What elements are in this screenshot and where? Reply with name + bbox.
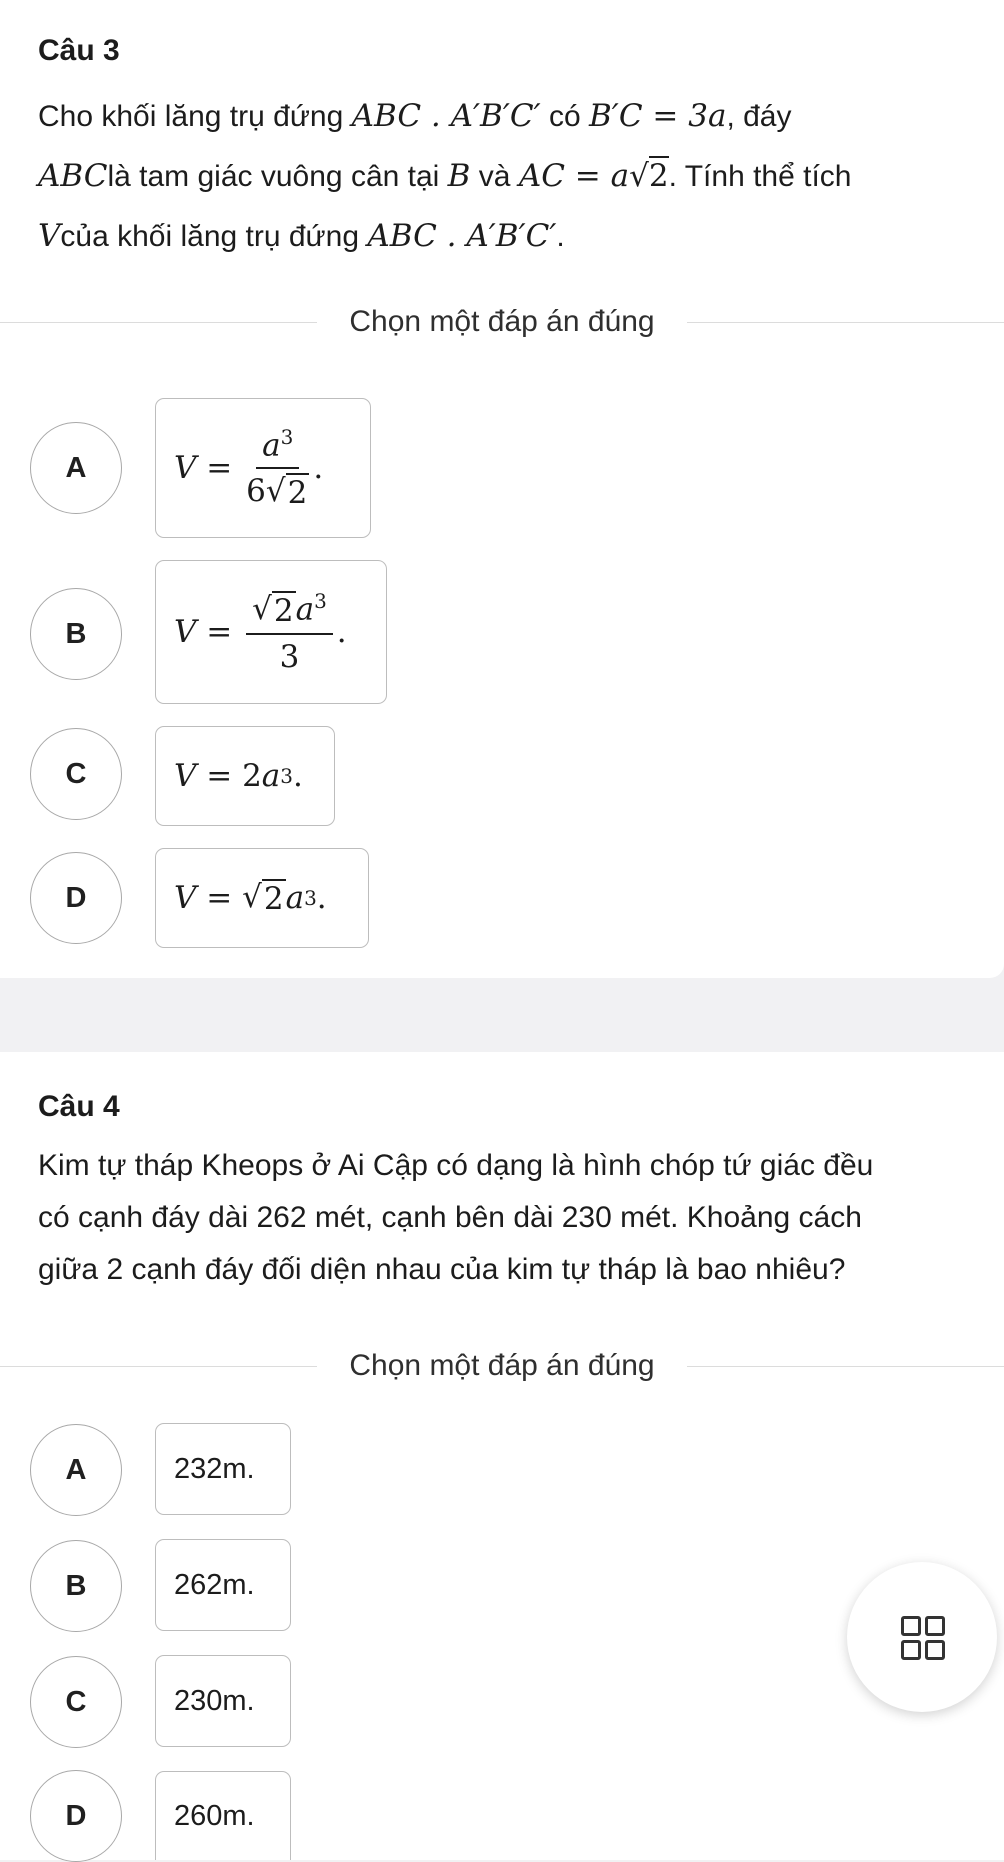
option-c-radio[interactable]: C (30, 728, 122, 820)
question-title: Câu 3 (38, 34, 120, 67)
option-b-radio[interactable]: B (30, 1540, 122, 1632)
option-d-answer[interactable] (155, 848, 369, 948)
question-text-line-3: Vcủa khối lăng trụ đứng ABC . A′B′C′. (38, 218, 565, 254)
choose-one-divider (0, 1348, 1004, 1384)
option-b-answer[interactable]: 262m. (155, 1539, 291, 1631)
option-d-formula: V = √ 2 a 3 . (174, 879, 327, 917)
option-c-formula: V = 2 a 3 . (174, 758, 303, 794)
option-c-answer[interactable]: 230m. (155, 1655, 291, 1747)
option-a-radio[interactable]: A (30, 1424, 122, 1516)
question-grid-button[interactable] (847, 1562, 997, 1712)
question-text-line-1: Kim tự tháp Kheops ở Ai Cập có dạng là hình chóp tứ giác đều (38, 1149, 874, 1182)
choose-one-divider (0, 304, 1004, 340)
option-a-answer[interactable]: 232m. (155, 1423, 291, 1515)
grid-icon (901, 1616, 945, 1660)
option-a-answer[interactable] (155, 398, 371, 538)
option-b-answer[interactable] (155, 560, 387, 704)
option-c-radio[interactable]: C (30, 1656, 122, 1748)
choose-one-label: Chọn một đáp án đúng (349, 305, 655, 338)
option-d-answer[interactable]: 260m. (155, 1771, 291, 1860)
question-text-line-2: có cạnh đáy dài 262 mét, cạnh bên dài 230 mét. Khoảng cách (38, 1201, 862, 1234)
question-card-4 (0, 1052, 1004, 1860)
question-text-line-3: giữa 2 cạnh đáy đối diện nhau của kim tự tháp là bao nhiêu? (38, 1253, 846, 1286)
option-b-radio[interactable]: B (30, 588, 122, 680)
option-d-radio[interactable]: D (30, 852, 122, 944)
option-b-formula: V = √ 2 $a^3$ 3 . (174, 588, 347, 676)
option-a-formula: V = $a^3$ 6√ 2 . (174, 424, 324, 512)
option-d-radio[interactable]: D (30, 1770, 122, 1862)
option-a-radio[interactable]: A (30, 422, 122, 514)
question-text-line-2: ABClà tam giác vuông cân tại B và AC = a√2. Tính thể tích (38, 158, 852, 194)
choose-one-label: Chọn một đáp án đúng (349, 1349, 655, 1382)
question-text-line-1: Cho khối lăng trụ đứng ABC . A′B′C′ có B′C = 3a, đáy (38, 98, 792, 134)
question-title: Câu 4 (38, 1090, 120, 1123)
option-c-answer[interactable] (155, 726, 335, 826)
